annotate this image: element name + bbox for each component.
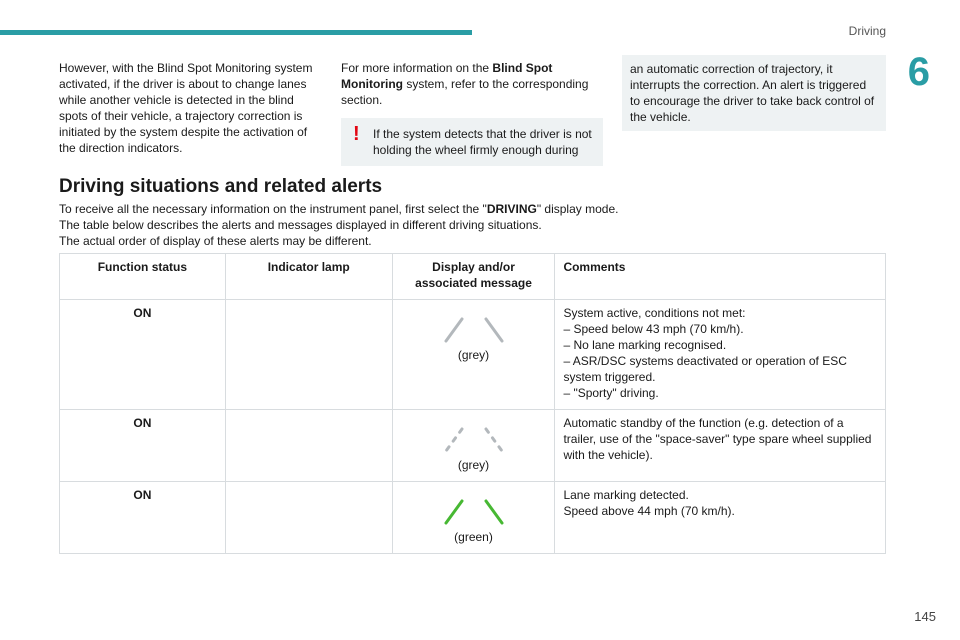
warning-icon: ! [353, 123, 360, 145]
function-status-cell: ON [60, 482, 226, 554]
right-lane-line [486, 319, 502, 341]
intro-line-3: The actual order of display of these alerts may be different. [59, 234, 372, 248]
warning-continued-box [622, 55, 886, 131]
warning-continued-text: an automatic correction of trajectory, it interrupts the correction. An alert is triggered to encourage the driver to take back control of the vehicle. [630, 62, 875, 124]
header-display-message: Display and/or associated message [392, 254, 555, 300]
column-2 [341, 60, 603, 166]
blind-spot-link-text: Blind Spot Monitoring [341, 61, 553, 91]
indicator-lamp-cell [225, 482, 392, 554]
right-lane-line [486, 429, 502, 451]
section-header: Driving [848, 24, 886, 38]
comment-line: – Speed below 43 mph (70 km/h). [563, 322, 744, 336]
comment-line: System active, conditions not met: [563, 306, 746, 320]
header-accent-bar [0, 30, 472, 35]
intro-line-1: To receive all the necessary information on the instrument panel, first select the "DRIVING" display mode. [59, 202, 619, 216]
indicator-lamp-cell [225, 410, 392, 482]
table-body [60, 300, 886, 554]
comments-cell [555, 300, 886, 410]
lamp-color-caption: (grey) [457, 348, 490, 362]
comment-line: Speed above 44 mph (70 km/h). [563, 504, 735, 518]
comment-line: – No lane marking recognised. [563, 338, 727, 352]
display-message-cell [392, 482, 555, 554]
right-lane-line [486, 501, 502, 523]
warning-box [341, 118, 603, 166]
section-title: Driving situations and related alerts [59, 176, 383, 197]
column-1 [59, 60, 321, 156]
chapter-number: 6 [907, 50, 930, 94]
comment-line: Automatic standby of the function (e.g. detection of a trailer, use of the "space-saver" type spare wheel supplied with the vehicle). [563, 416, 872, 462]
warning-text: If the system detects that the driver is not holding the wheel firmly enough during [373, 127, 592, 157]
lane-keeping-icon [438, 315, 510, 343]
blind-spot-paragraph: However, with the Blind Spot Monitoring system activated, if the driver is about to change lanes while another vehicle is detected in the blind spots of their vehicle, a trajectory correction is initiated by the system despite the activation of the direction indicators. [59, 61, 313, 155]
header-comments: Comments [555, 254, 886, 300]
comment-line: – "Sporty" driving. [563, 386, 659, 400]
indicator-lamp-cell [225, 300, 392, 410]
intro-line-2: The table below describes the alerts and messages displayed in different driving situations. [59, 218, 542, 232]
left-lane-line [446, 501, 462, 523]
display-message-cell [392, 410, 555, 482]
table-header-row [60, 254, 886, 300]
table-row [60, 410, 886, 482]
page-number: 145 [914, 609, 936, 624]
comments-cell [555, 482, 886, 554]
left-lane-line [446, 429, 462, 451]
comments-cell [555, 410, 886, 482]
header-function-status: Function status [60, 254, 226, 300]
comment-line: – ASR/DSC systems deactivated or operation of ESC system triggered. [563, 354, 847, 384]
function-status-cell: ON [60, 410, 226, 482]
table-row [60, 482, 886, 554]
lane-keeping-icon [438, 497, 510, 525]
more-info-paragraph: For more information on the Blind Spot Monitoring system, refer to the corresponding section. [341, 61, 589, 107]
driving-mode-label: DRIVING [486, 202, 537, 216]
header-indicator-lamp: Indicator lamp [225, 254, 392, 300]
comment-line: Lane marking detected. [563, 488, 689, 502]
display-message-cell [392, 300, 555, 410]
lane-keeping-icon [438, 425, 510, 453]
function-status-cell: ON [60, 300, 226, 410]
alerts-table [59, 253, 886, 554]
column-3 [622, 60, 886, 131]
lamp-color-caption: (grey) [457, 458, 490, 472]
lamp-color-caption: (green) [454, 530, 493, 544]
table-row [60, 300, 886, 410]
section-intro [59, 201, 889, 249]
left-lane-line [446, 319, 462, 341]
